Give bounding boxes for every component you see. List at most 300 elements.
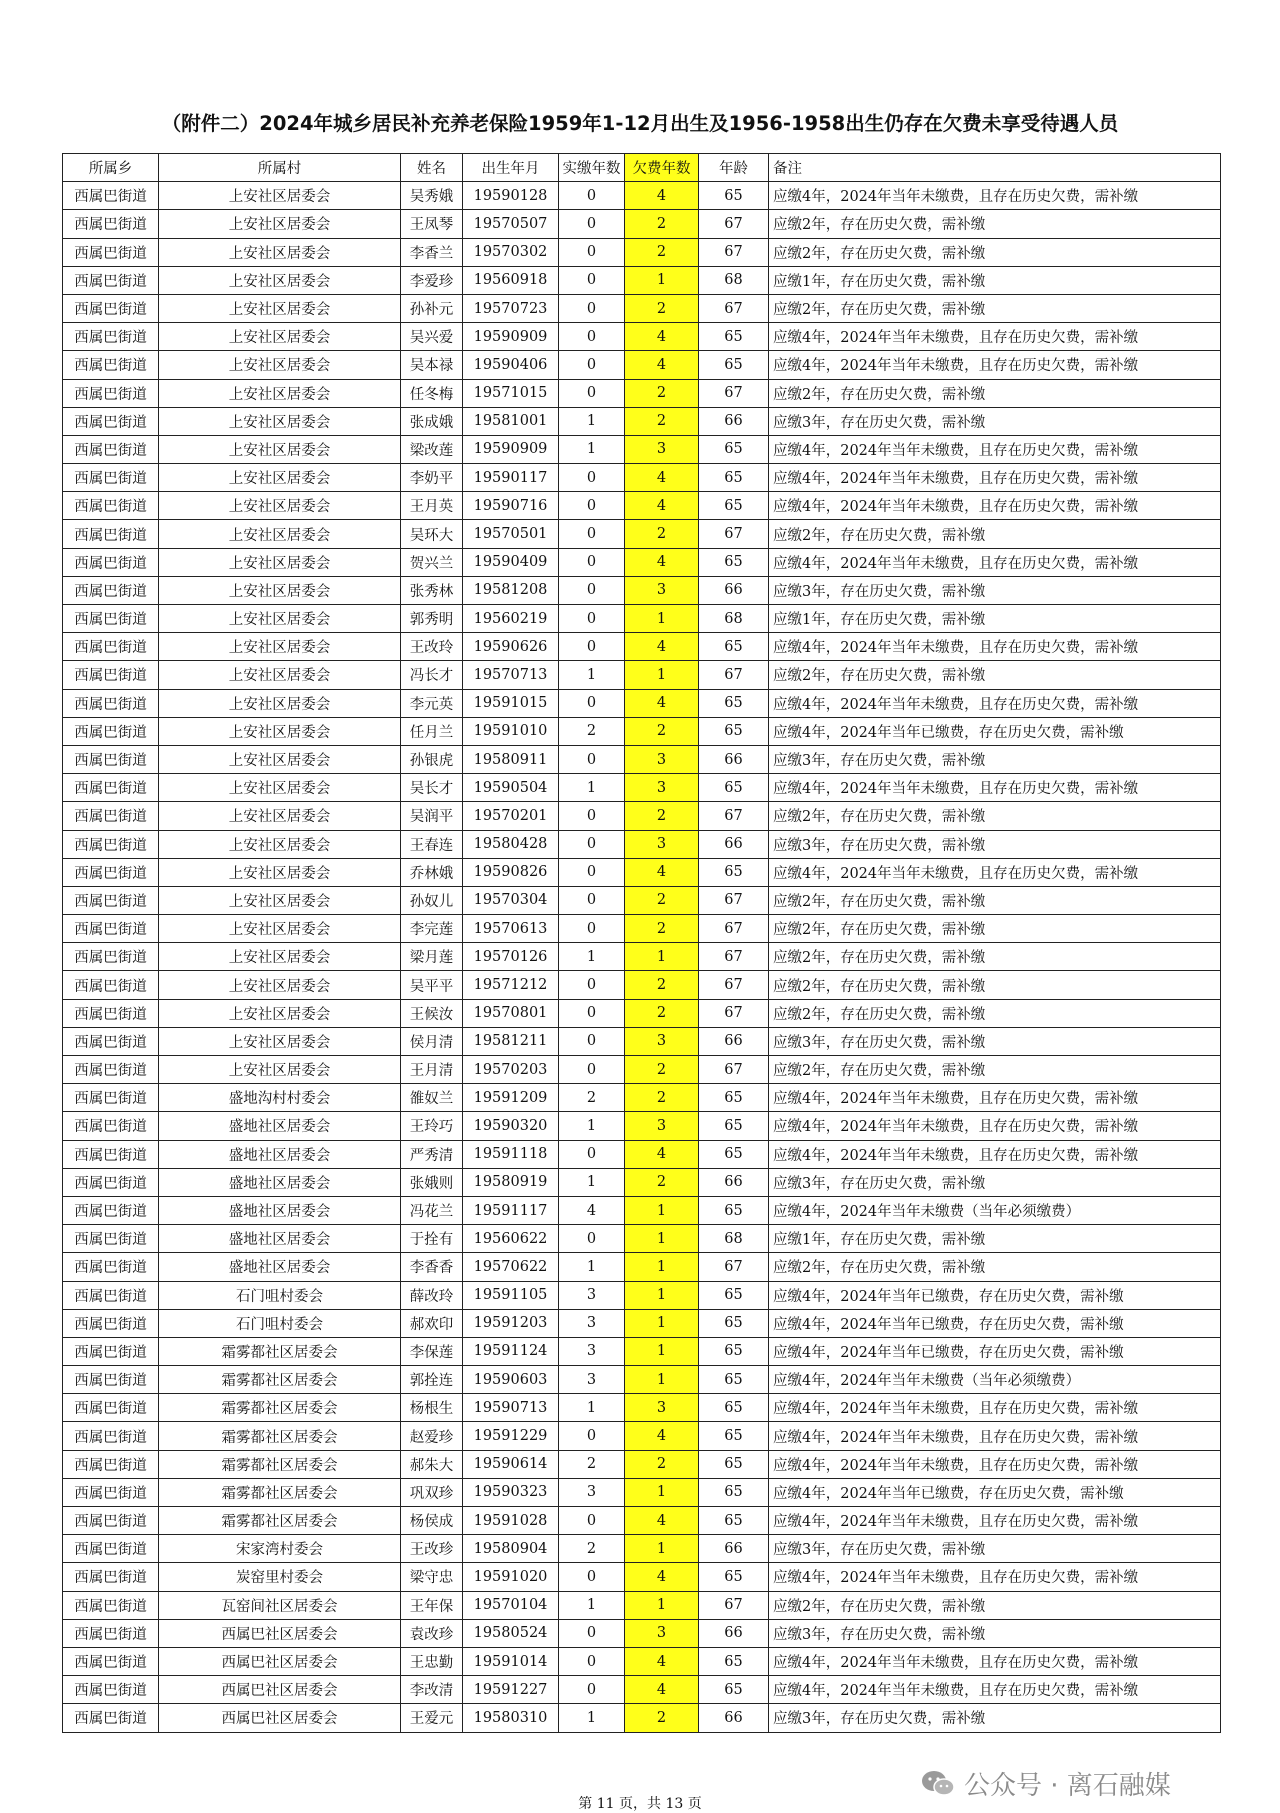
cell-birth: 19591010 [463, 717, 559, 745]
cell-paid-years: 0 [559, 351, 625, 379]
cell-name: 于拴有 [401, 1225, 463, 1253]
table-row [63, 605, 1221, 633]
page-footer: 第 11 页，共 13 页 [578, 1796, 702, 1812]
cell-township: 西属巴街道 [63, 802, 159, 830]
table-row [63, 1140, 1221, 1168]
cell-birth: 19590117 [463, 464, 559, 492]
cell-paid-years: 1 [559, 774, 625, 802]
cell-township: 西属巴街道 [63, 1619, 159, 1647]
col-header-village: 所属村 [159, 154, 401, 182]
cell-name: 王玲巧 [401, 1112, 463, 1140]
cell-village: 上安社区居委会 [159, 238, 401, 266]
cell-remarks: 应缴3年，存在历史欠费，需补缴 [769, 407, 1221, 435]
cell-village: 上安社区居委会 [159, 858, 401, 886]
cell-remarks: 应缴4年，2024年当年未缴费，且存在历史欠费，需补缴 [769, 182, 1221, 210]
cell-name: 吴润平 [401, 802, 463, 830]
cell-name: 张秀林 [401, 576, 463, 604]
cell-paid-years: 3 [559, 1309, 625, 1337]
cell-township: 西属巴街道 [63, 1563, 159, 1591]
cell-remarks: 应缴1年，存在历史欠费，需补缴 [769, 266, 1221, 294]
cell-name: 郭秀明 [401, 605, 463, 633]
cell-remarks: 应缴4年，2024年当年未缴费，且存在历史欠费，需补缴 [769, 351, 1221, 379]
table-row [63, 1027, 1221, 1055]
cell-township: 西属巴街道 [63, 1027, 159, 1055]
table-row [63, 1084, 1221, 1112]
cell-township: 西属巴街道 [63, 1337, 159, 1365]
cell-owed-years: 3 [625, 435, 699, 463]
cell-village: 上安社区居委会 [159, 548, 401, 576]
cell-birth: 19570622 [463, 1253, 559, 1281]
cell-village: 上安社区居委会 [159, 830, 401, 858]
cell-owed-years: 1 [625, 1478, 699, 1506]
cell-name: 孙奴儿 [401, 886, 463, 914]
cell-owed-years: 4 [625, 858, 699, 886]
cell-paid-years: 0 [559, 1027, 625, 1055]
table-row [63, 1112, 1221, 1140]
cell-birth: 19570304 [463, 886, 559, 914]
cell-paid-years: 0 [559, 548, 625, 576]
cell-village: 石门咀村委会 [159, 1309, 401, 1337]
table-row [63, 1450, 1221, 1478]
table-row [63, 689, 1221, 717]
cell-age: 67 [699, 886, 769, 914]
cell-remarks: 应缴4年，2024年当年未缴费，且存在历史欠费，需补缴 [769, 1394, 1221, 1422]
cell-owed-years: 2 [625, 379, 699, 407]
cell-village: 霜雾都社区居委会 [159, 1366, 401, 1394]
table-row [63, 717, 1221, 745]
cell-village: 上安社区居委会 [159, 633, 401, 661]
cell-birth: 19590626 [463, 633, 559, 661]
cell-township: 西属巴街道 [63, 407, 159, 435]
cell-remarks: 应缴2年，存在历史欠费，需补缴 [769, 999, 1221, 1027]
cell-township: 西属巴街道 [63, 661, 159, 689]
cell-age: 68 [699, 1225, 769, 1253]
cell-remarks: 应缴2年，存在历史欠费，需补缴 [769, 520, 1221, 548]
cell-remarks: 应缴2年，存在历史欠费，需补缴 [769, 915, 1221, 943]
cell-paid-years: 2 [559, 717, 625, 745]
cell-village: 盛地社区居委会 [159, 1225, 401, 1253]
cell-paid-years: 1 [559, 1394, 625, 1422]
cell-owed-years: 4 [625, 323, 699, 351]
table-row [63, 661, 1221, 689]
cell-name: 袁改珍 [401, 1619, 463, 1647]
cell-name: 王改玲 [401, 633, 463, 661]
table-row [63, 520, 1221, 548]
cell-township: 西属巴街道 [63, 492, 159, 520]
cell-birth: 19590603 [463, 1366, 559, 1394]
cell-township: 西属巴街道 [63, 435, 159, 463]
cell-age: 65 [699, 351, 769, 379]
cell-name: 王候汝 [401, 999, 463, 1027]
cell-name: 吴长才 [401, 774, 463, 802]
cell-paid-years: 0 [559, 1563, 625, 1591]
cell-township: 西属巴街道 [63, 605, 159, 633]
cell-township: 西属巴街道 [63, 1140, 159, 1168]
cell-remarks: 应缴2年，存在历史欠费，需补缴 [769, 210, 1221, 238]
cell-village: 上安社区居委会 [159, 407, 401, 435]
cell-age: 65 [699, 717, 769, 745]
cell-paid-years: 0 [559, 1225, 625, 1253]
cell-age: 65 [699, 1422, 769, 1450]
cell-name: 王年保 [401, 1591, 463, 1619]
cell-paid-years: 0 [559, 1056, 625, 1084]
cell-village: 盛地社区居委会 [159, 1140, 401, 1168]
cell-paid-years: 0 [559, 238, 625, 266]
cell-name: 王忠勤 [401, 1647, 463, 1675]
cell-owed-years: 4 [625, 492, 699, 520]
cell-remarks: 应缴4年，2024年当年未缴费，且存在历史欠费，需补缴 [769, 323, 1221, 351]
cell-remarks: 应缴4年，2024年当年未缴费，且存在历史欠费，需补缴 [769, 1507, 1221, 1535]
cell-township: 西属巴街道 [63, 1647, 159, 1675]
cell-birth: 19580911 [463, 745, 559, 773]
cell-owed-years: 4 [625, 464, 699, 492]
cell-age: 65 [699, 492, 769, 520]
table-row [63, 1394, 1221, 1422]
cell-remarks: 应缴4年，2024年当年未缴费，且存在历史欠费，需补缴 [769, 1676, 1221, 1704]
cell-township: 西属巴街道 [63, 1507, 159, 1535]
cell-township: 西属巴街道 [63, 182, 159, 210]
cell-birth: 19580904 [463, 1535, 559, 1563]
cell-age: 65 [699, 1337, 769, 1365]
cell-remarks: 应缴2年，存在历史欠费，需补缴 [769, 379, 1221, 407]
cell-township: 西属巴街道 [63, 1394, 159, 1422]
cell-remarks: 应缴1年，存在历史欠费，需补缴 [769, 1225, 1221, 1253]
table-row [63, 576, 1221, 604]
cell-remarks: 应缴1年，存在历史欠费，需补缴 [769, 605, 1221, 633]
table-row [63, 1704, 1221, 1732]
watermark-text: 公众号 · 离石融媒 [964, 1771, 1171, 1801]
cell-birth: 19571212 [463, 971, 559, 999]
cell-age: 67 [699, 999, 769, 1027]
cell-owed-years: 2 [625, 886, 699, 914]
cell-age: 67 [699, 943, 769, 971]
col-header-birth: 出生年月 [463, 154, 559, 182]
cell-age: 67 [699, 1056, 769, 1084]
cell-age: 65 [699, 1478, 769, 1506]
cell-owed-years: 3 [625, 830, 699, 858]
cell-age: 65 [699, 1281, 769, 1309]
cell-township: 西属巴街道 [63, 1253, 159, 1281]
cell-remarks: 应缴3年，存在历史欠费，需补缴 [769, 1168, 1221, 1196]
cell-age: 67 [699, 802, 769, 830]
cell-age: 65 [699, 1450, 769, 1478]
cell-paid-years: 0 [559, 1676, 625, 1704]
cell-paid-years: 2 [559, 1535, 625, 1563]
cell-birth: 19590409 [463, 548, 559, 576]
cell-birth: 19591209 [463, 1084, 559, 1112]
cell-township: 西属巴街道 [63, 689, 159, 717]
cell-owed-years: 4 [625, 1647, 699, 1675]
cell-owed-years: 1 [625, 1337, 699, 1365]
table-row [63, 407, 1221, 435]
cell-owed-years: 4 [625, 633, 699, 661]
cell-remarks: 应缴2年，存在历史欠费，需补缴 [769, 802, 1221, 830]
cell-village: 上安社区居委会 [159, 379, 401, 407]
cell-owed-years: 4 [625, 1507, 699, 1535]
cell-paid-years: 0 [559, 1619, 625, 1647]
cell-age: 66 [699, 1027, 769, 1055]
cell-owed-years: 2 [625, 1084, 699, 1112]
cell-remarks: 应缴4年，2024年当年已缴费，存在历史欠费，需补缴 [769, 1337, 1221, 1365]
table-row [63, 1281, 1221, 1309]
table-row [63, 1366, 1221, 1394]
cell-remarks: 应缴4年，2024年当年未缴费，且存在历史欠费，需补缴 [769, 633, 1221, 661]
cell-owed-years: 1 [625, 266, 699, 294]
cell-owed-years: 3 [625, 774, 699, 802]
cell-village: 宋家湾村委会 [159, 1535, 401, 1563]
cell-name: 吴平平 [401, 971, 463, 999]
cell-township: 西属巴街道 [63, 576, 159, 604]
cell-birth: 19590406 [463, 351, 559, 379]
cell-remarks: 应缴4年，2024年当年未缴费，且存在历史欠费，需补缴 [769, 1450, 1221, 1478]
cell-birth: 19581208 [463, 576, 559, 604]
cell-birth: 19590320 [463, 1112, 559, 1140]
cell-owed-years: 1 [625, 1591, 699, 1619]
cell-paid-years: 0 [559, 379, 625, 407]
cell-birth: 19591118 [463, 1140, 559, 1168]
cell-paid-years: 0 [559, 1647, 625, 1675]
cell-township: 西属巴街道 [63, 520, 159, 548]
cell-remarks: 应缴4年，2024年当年已缴费，存在历史欠费，需补缴 [769, 1281, 1221, 1309]
cell-age: 67 [699, 379, 769, 407]
arrears-table [62, 153, 1221, 1733]
cell-name: 侯月清 [401, 1027, 463, 1055]
cell-birth: 19560622 [463, 1225, 559, 1253]
cell-name: 冯长才 [401, 661, 463, 689]
cell-village: 上安社区居委会 [159, 605, 401, 633]
cell-paid-years: 0 [559, 464, 625, 492]
cell-village: 霜雾都社区居委会 [159, 1422, 401, 1450]
cell-remarks: 应缴3年，存在历史欠费，需补缴 [769, 576, 1221, 604]
cell-township: 西属巴街道 [63, 379, 159, 407]
cell-village: 上安社区居委会 [159, 689, 401, 717]
table-row [63, 351, 1221, 379]
cell-remarks: 应缴4年，2024年当年未缴费（当年必须缴费） [769, 1366, 1221, 1394]
cell-paid-years: 1 [559, 407, 625, 435]
table-row [63, 999, 1221, 1027]
cell-village: 上安社区居委会 [159, 943, 401, 971]
cell-remarks: 应缴2年，存在历史欠费，需补缴 [769, 294, 1221, 322]
table-row [63, 548, 1221, 576]
cell-remarks: 应缴4年，2024年当年未缴费，且存在历史欠费，需补缴 [769, 1084, 1221, 1112]
cell-paid-years: 1 [559, 1168, 625, 1196]
cell-village: 霜雾都社区居委会 [159, 1337, 401, 1365]
cell-township: 西属巴街道 [63, 1591, 159, 1619]
cell-name: 薛改玲 [401, 1281, 463, 1309]
cell-age: 65 [699, 1676, 769, 1704]
page-title: （附件二）2024年城乡居民补充养老保险1959年1-12月出生及1956-1958出生仍存在欠费未享受待遇人员 [161, 112, 1119, 135]
cell-name: 雒奴兰 [401, 1084, 463, 1112]
cell-township: 西属巴街道 [63, 464, 159, 492]
cell-name: 吴本禄 [401, 351, 463, 379]
cell-birth: 19570713 [463, 661, 559, 689]
table-row [63, 1309, 1221, 1337]
cell-birth: 19570203 [463, 1056, 559, 1084]
wechat-icon [920, 1769, 956, 1799]
table-row [63, 379, 1221, 407]
cell-village: 上安社区居委会 [159, 999, 401, 1027]
cell-age: 65 [699, 1196, 769, 1224]
cell-age: 68 [699, 266, 769, 294]
cell-age: 65 [699, 1309, 769, 1337]
cell-village: 盛地社区居委会 [159, 1112, 401, 1140]
cell-village: 霜雾都社区居委会 [159, 1450, 401, 1478]
cell-remarks: 应缴4年，2024年当年已缴费，存在历史欠费，需补缴 [769, 1309, 1221, 1337]
cell-township: 西属巴街道 [63, 1056, 159, 1084]
cell-age: 65 [699, 1647, 769, 1675]
cell-name: 郝欢印 [401, 1309, 463, 1337]
table-row [63, 1253, 1221, 1281]
cell-village: 盛地社区居委会 [159, 1196, 401, 1224]
table-row [63, 464, 1221, 492]
cell-remarks: 应缴4年，2024年当年未缴费（当年必须缴费） [769, 1196, 1221, 1224]
cell-paid-years: 0 [559, 294, 625, 322]
cell-birth: 19570302 [463, 238, 559, 266]
cell-paid-years: 1 [559, 1112, 625, 1140]
cell-township: 西属巴街道 [63, 858, 159, 886]
cell-name: 吴兴爱 [401, 323, 463, 351]
table-row [63, 1591, 1221, 1619]
cell-township: 西属巴街道 [63, 210, 159, 238]
cell-paid-years: 0 [559, 633, 625, 661]
cell-village: 上安社区居委会 [159, 520, 401, 548]
cell-village: 上安社区居委会 [159, 915, 401, 943]
cell-age: 65 [699, 548, 769, 576]
cell-township: 西属巴街道 [63, 323, 159, 351]
cell-age: 66 [699, 1619, 769, 1647]
cell-name: 李保莲 [401, 1337, 463, 1365]
cell-village: 上安社区居委会 [159, 182, 401, 210]
cell-paid-years: 0 [559, 492, 625, 520]
cell-township: 西属巴街道 [63, 351, 159, 379]
cell-age: 65 [699, 1394, 769, 1422]
col-header-owed-years: 欠费年数 [625, 154, 699, 182]
cell-remarks: 应缴4年，2024年当年已缴费，存在历史欠费，需补缴 [769, 717, 1221, 745]
cell-paid-years: 2 [559, 1084, 625, 1112]
cell-remarks: 应缴4年，2024年当年未缴费，且存在历史欠费，需补缴 [769, 1112, 1221, 1140]
table-row [63, 1056, 1221, 1084]
col-header-name: 姓名 [401, 154, 463, 182]
cell-township: 西属巴街道 [63, 1309, 159, 1337]
table-row [63, 774, 1221, 802]
cell-owed-years: 1 [625, 1366, 699, 1394]
table-row [63, 745, 1221, 773]
cell-birth: 19570501 [463, 520, 559, 548]
cell-township: 西属巴街道 [63, 294, 159, 322]
cell-owed-years: 1 [625, 943, 699, 971]
cell-township: 西属巴街道 [63, 1422, 159, 1450]
cell-birth: 19590909 [463, 435, 559, 463]
cell-paid-years: 3 [559, 1478, 625, 1506]
cell-birth: 19570801 [463, 999, 559, 1027]
cell-village: 盛地社区居委会 [159, 1253, 401, 1281]
cell-name: 张成娥 [401, 407, 463, 435]
table-row [63, 886, 1221, 914]
cell-village: 霜雾都社区居委会 [159, 1394, 401, 1422]
cell-remarks: 应缴4年，2024年当年未缴费，且存在历史欠费，需补缴 [769, 774, 1221, 802]
cell-owed-years: 3 [625, 1112, 699, 1140]
cell-age: 65 [699, 1563, 769, 1591]
cell-birth: 19580919 [463, 1168, 559, 1196]
cell-age: 67 [699, 210, 769, 238]
cell-birth: 19591105 [463, 1281, 559, 1309]
cell-village: 上安社区居委会 [159, 971, 401, 999]
cell-township: 西属巴街道 [63, 1676, 159, 1704]
cell-age: 66 [699, 1535, 769, 1563]
cell-birth: 19591117 [463, 1196, 559, 1224]
cell-village: 上安社区居委会 [159, 323, 401, 351]
cell-name: 王月英 [401, 492, 463, 520]
cell-owed-years: 2 [625, 238, 699, 266]
cell-township: 西属巴街道 [63, 971, 159, 999]
cell-village: 上安社区居委会 [159, 464, 401, 492]
cell-paid-years: 0 [559, 886, 625, 914]
cell-village: 西属巴社区居委会 [159, 1676, 401, 1704]
table-row [63, 1676, 1221, 1704]
cell-name: 任月兰 [401, 717, 463, 745]
cell-owed-years: 2 [625, 1056, 699, 1084]
cell-remarks: 应缴2年，存在历史欠费，需补缴 [769, 886, 1221, 914]
cell-name: 杨根生 [401, 1394, 463, 1422]
cell-owed-years: 2 [625, 210, 699, 238]
cell-name: 吴秀娥 [401, 182, 463, 210]
cell-paid-years: 1 [559, 1253, 625, 1281]
cell-paid-years: 1 [559, 435, 625, 463]
cell-owed-years: 1 [625, 1309, 699, 1337]
cell-age: 68 [699, 605, 769, 633]
cell-remarks: 应缴2年，存在历史欠费，需补缴 [769, 1056, 1221, 1084]
cell-name: 王春连 [401, 830, 463, 858]
cell-township: 西属巴街道 [63, 886, 159, 914]
table-row [63, 633, 1221, 661]
cell-birth: 19590128 [463, 182, 559, 210]
cell-paid-years: 3 [559, 1366, 625, 1394]
table-row [63, 1168, 1221, 1196]
cell-township: 西属巴街道 [63, 915, 159, 943]
cell-remarks: 应缴3年，存在历史欠费，需补缴 [769, 1535, 1221, 1563]
cell-owed-years: 2 [625, 294, 699, 322]
cell-age: 65 [699, 435, 769, 463]
cell-owed-years: 2 [625, 971, 699, 999]
cell-owed-years: 3 [625, 745, 699, 773]
cell-township: 西属巴街道 [63, 1704, 159, 1732]
cell-name: 李元英 [401, 689, 463, 717]
cell-age: 65 [699, 323, 769, 351]
cell-remarks: 应缴4年，2024年当年未缴费，且存在历史欠费，需补缴 [769, 858, 1221, 886]
cell-paid-years: 0 [559, 689, 625, 717]
cell-village: 石门咀村委会 [159, 1281, 401, 1309]
cell-name: 乔林娥 [401, 858, 463, 886]
cell-remarks: 应缴3年，存在历史欠费，需补缴 [769, 745, 1221, 773]
table-row [63, 238, 1221, 266]
table-row [63, 1647, 1221, 1675]
cell-name: 李奶平 [401, 464, 463, 492]
cell-birth: 19570104 [463, 1591, 559, 1619]
cell-township: 西属巴街道 [63, 1225, 159, 1253]
cell-name: 王月清 [401, 1056, 463, 1084]
cell-name: 王爱元 [401, 1704, 463, 1732]
cell-village: 上安社区居委会 [159, 1056, 401, 1084]
cell-birth: 19591028 [463, 1507, 559, 1535]
table-row [63, 1478, 1221, 1506]
cell-name: 李香香 [401, 1253, 463, 1281]
cell-owed-years: 3 [625, 1027, 699, 1055]
cell-owed-years: 1 [625, 605, 699, 633]
cell-township: 西属巴街道 [63, 1168, 159, 1196]
cell-paid-years: 0 [559, 210, 625, 238]
cell-name: 孙银虎 [401, 745, 463, 773]
cell-age: 67 [699, 294, 769, 322]
